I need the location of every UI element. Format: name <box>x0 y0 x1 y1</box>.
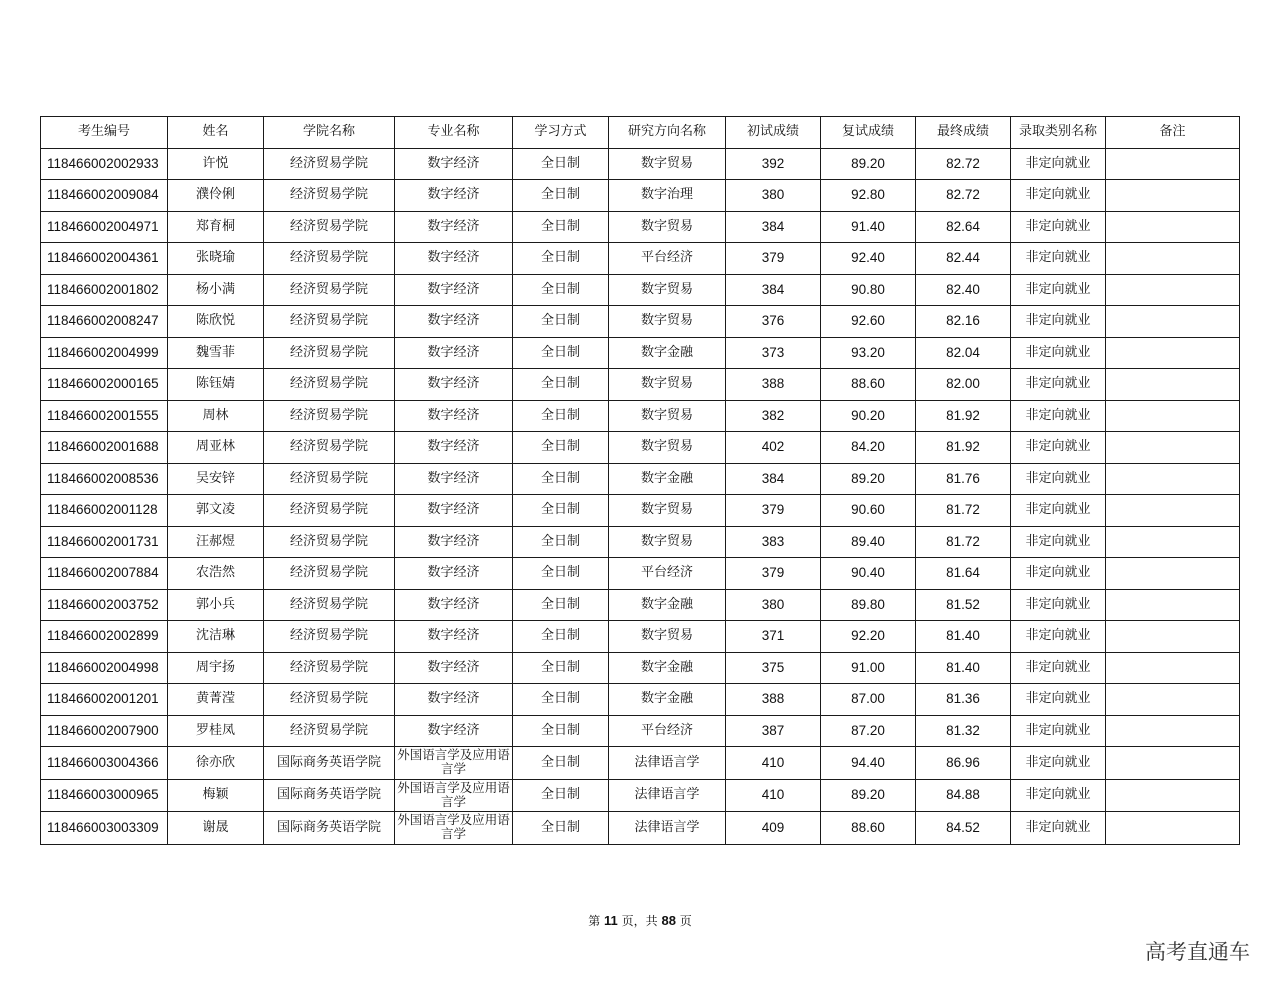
table-cell: 全日制 <box>513 747 609 780</box>
table-cell: 371 <box>726 621 821 653</box>
table-cell: 92.40 <box>821 243 916 275</box>
table-cell: 88.60 <box>821 812 916 845</box>
table-cell: 经济贸易学院 <box>264 684 395 716</box>
table-cell: 全日制 <box>513 180 609 212</box>
table-cell: 118466003000965 <box>41 779 168 812</box>
table-cell: 全日制 <box>513 337 609 369</box>
table-cell: 非定向就业 <box>1011 715 1106 747</box>
table-cell: 118466002000165 <box>41 369 168 401</box>
table-cell: 数字贸易 <box>609 495 726 527</box>
table-body <box>41 148 1240 844</box>
table-cell: 数字经济 <box>395 495 513 527</box>
table-cell: 杨小满 <box>168 274 264 306</box>
table-cell: 379 <box>726 243 821 275</box>
column-header: 专业名称 <box>395 117 513 149</box>
table-cell: 经济贸易学院 <box>264 432 395 464</box>
table-cell <box>1106 495 1240 527</box>
table-cell: 全日制 <box>513 243 609 275</box>
table-cell <box>1106 779 1240 812</box>
table-cell: 非定向就业 <box>1011 400 1106 432</box>
total-page-number: 88 <box>661 913 676 928</box>
table-cell: 非定向就业 <box>1011 243 1106 275</box>
table-cell: 全日制 <box>513 684 609 716</box>
table-cell: 402 <box>726 432 821 464</box>
table-row <box>41 621 1240 653</box>
table-cell: 非定向就业 <box>1011 558 1106 590</box>
table-cell: 全日制 <box>513 621 609 653</box>
table-cell: 90.60 <box>821 495 916 527</box>
table-cell: 经济贸易学院 <box>264 495 395 527</box>
table-cell: 81.92 <box>916 432 1011 464</box>
table-cell: 81.40 <box>916 621 1011 653</box>
table-cell: 数字经济 <box>395 369 513 401</box>
table-cell: 89.20 <box>821 779 916 812</box>
table-cell: 经济贸易学院 <box>264 652 395 684</box>
table-cell: 国际商务英语学院 <box>264 747 395 780</box>
table-cell: 380 <box>726 589 821 621</box>
table-cell <box>1106 652 1240 684</box>
column-header: 考生编号 <box>41 117 168 149</box>
table-cell: 非定向就业 <box>1011 812 1106 845</box>
table-cell: 非定向就业 <box>1011 369 1106 401</box>
table-cell: 82.40 <box>916 274 1011 306</box>
column-header: 最终成绩 <box>916 117 1011 149</box>
table-cell: 82.16 <box>916 306 1011 338</box>
column-header: 姓名 <box>168 117 264 149</box>
table-cell: 非定向就业 <box>1011 180 1106 212</box>
table-cell: 数字经济 <box>395 432 513 464</box>
table-cell: 数字金融 <box>609 337 726 369</box>
table-cell: 118466002001128 <box>41 495 168 527</box>
table-cell: 平台经济 <box>609 715 726 747</box>
table-cell: 数字贸易 <box>609 148 726 180</box>
table-cell: 数字经济 <box>395 621 513 653</box>
table-cell: 数字经济 <box>395 463 513 495</box>
table-row <box>41 400 1240 432</box>
table-cell: 沈洁琳 <box>168 621 264 653</box>
table-cell: 经济贸易学院 <box>264 306 395 338</box>
admission-table <box>40 116 1240 845</box>
table-cell: 384 <box>726 274 821 306</box>
table-cell: 全日制 <box>513 463 609 495</box>
table-cell: 118466002004999 <box>41 337 168 369</box>
table-cell: 全日制 <box>513 211 609 243</box>
column-header: 研究方向名称 <box>609 117 726 149</box>
table-cell: 非定向就业 <box>1011 747 1106 780</box>
table-cell: 魏雪菲 <box>168 337 264 369</box>
table-cell: 89.20 <box>821 463 916 495</box>
table-cell <box>1106 432 1240 464</box>
table-cell: 409 <box>726 812 821 845</box>
table-cell <box>1106 148 1240 180</box>
table-cell: 许悦 <box>168 148 264 180</box>
table-cell: 118466002001688 <box>41 432 168 464</box>
table-cell <box>1106 621 1240 653</box>
table-cell: 吴安锌 <box>168 463 264 495</box>
table-row <box>41 432 1240 464</box>
table-cell: 数字经济 <box>395 274 513 306</box>
table-cell: 数字贸易 <box>609 432 726 464</box>
table-cell: 全日制 <box>513 589 609 621</box>
table-cell: 非定向就业 <box>1011 337 1106 369</box>
column-header: 初试成绩 <box>726 117 821 149</box>
table-cell: 90.40 <box>821 558 916 590</box>
table-row <box>41 526 1240 558</box>
table-cell: 全日制 <box>513 148 609 180</box>
table-cell: 82.72 <box>916 180 1011 212</box>
table-cell: 90.80 <box>821 274 916 306</box>
table-cell: 数字经济 <box>395 558 513 590</box>
page-footer <box>0 912 1280 929</box>
table-cell: 外国语言学及应用语言学 <box>395 779 513 812</box>
table-cell: 经济贸易学院 <box>264 243 395 275</box>
table-cell: 农浩然 <box>168 558 264 590</box>
table-cell: 郭文凌 <box>168 495 264 527</box>
table-cell: 91.40 <box>821 211 916 243</box>
table-cell: 数字经济 <box>395 180 513 212</box>
table-row <box>41 463 1240 495</box>
table-cell: 黄菁滢 <box>168 684 264 716</box>
table-cell: 388 <box>726 684 821 716</box>
table-cell: 经济贸易学院 <box>264 180 395 212</box>
table-cell: 全日制 <box>513 495 609 527</box>
table-cell: 经济贸易学院 <box>264 463 395 495</box>
table-cell: 非定向就业 <box>1011 211 1106 243</box>
table-cell: 非定向就业 <box>1011 684 1106 716</box>
table-cell: 全日制 <box>513 306 609 338</box>
table-cell: 数字经济 <box>395 211 513 243</box>
table-row <box>41 812 1240 845</box>
table-cell: 非定向就业 <box>1011 779 1106 812</box>
table-cell <box>1106 180 1240 212</box>
table-cell: 数字金融 <box>609 463 726 495</box>
table-cell: 经济贸易学院 <box>264 369 395 401</box>
table-cell: 118466002002899 <box>41 621 168 653</box>
table-cell: 郑育桐 <box>168 211 264 243</box>
table-cell: 118466002007884 <box>41 558 168 590</box>
table-cell: 数字经济 <box>395 684 513 716</box>
table-cell: 经济贸易学院 <box>264 558 395 590</box>
table-cell: 陈钰婧 <box>168 369 264 401</box>
table-row <box>41 306 1240 338</box>
table-cell: 93.20 <box>821 337 916 369</box>
table-cell: 梅颖 <box>168 779 264 812</box>
table-cell <box>1106 463 1240 495</box>
table-cell: 382 <box>726 400 821 432</box>
table-cell: 经济贸易学院 <box>264 148 395 180</box>
table-cell: 濮伶俐 <box>168 180 264 212</box>
table-cell: 数字贸易 <box>609 526 726 558</box>
table-cell: 387 <box>726 715 821 747</box>
table-cell: 118466003003309 <box>41 812 168 845</box>
table-row <box>41 148 1240 180</box>
table-cell: 全日制 <box>513 779 609 812</box>
table-cell: 82.04 <box>916 337 1011 369</box>
table-cell: 郭小兵 <box>168 589 264 621</box>
table-cell <box>1106 715 1240 747</box>
table-cell: 全日制 <box>513 369 609 401</box>
column-header: 录取类别名称 <box>1011 117 1106 149</box>
table-cell: 118466002002933 <box>41 148 168 180</box>
table-cell: 89.40 <box>821 526 916 558</box>
table-cell: 国际商务英语学院 <box>264 779 395 812</box>
table-cell: 汪郝煜 <box>168 526 264 558</box>
table-cell: 82.72 <box>916 148 1011 180</box>
table-cell: 非定向就业 <box>1011 589 1106 621</box>
table-cell: 全日制 <box>513 715 609 747</box>
table-cell: 384 <box>726 211 821 243</box>
table-cell: 380 <box>726 180 821 212</box>
table-cell: 379 <box>726 558 821 590</box>
table-row <box>41 747 1240 780</box>
table-row <box>41 715 1240 747</box>
table-cell: 92.60 <box>821 306 916 338</box>
table-cell: 全日制 <box>513 558 609 590</box>
table-cell: 全日制 <box>513 400 609 432</box>
table-cell: 383 <box>726 526 821 558</box>
footer-prefix: 第 <box>588 914 601 928</box>
table-cell: 118466002008536 <box>41 463 168 495</box>
table-row <box>41 274 1240 306</box>
table-cell: 数字经济 <box>395 526 513 558</box>
table-cell: 118466002001802 <box>41 274 168 306</box>
table-cell: 90.20 <box>821 400 916 432</box>
table-cell: 数字贸易 <box>609 369 726 401</box>
table-row <box>41 495 1240 527</box>
table-cell: 118466002001201 <box>41 684 168 716</box>
table-cell: 392 <box>726 148 821 180</box>
table-cell: 非定向就业 <box>1011 495 1106 527</box>
table-cell: 法律语言学 <box>609 812 726 845</box>
table-row <box>41 180 1240 212</box>
table-cell: 410 <box>726 779 821 812</box>
table-cell: 陈欣悦 <box>168 306 264 338</box>
column-header: 学习方式 <box>513 117 609 149</box>
footer-middle: 页，共 <box>621 914 658 928</box>
table-cell: 92.20 <box>821 621 916 653</box>
table-cell: 平台经济 <box>609 558 726 590</box>
table-cell: 数字治理 <box>609 180 726 212</box>
table-cell: 数字贸易 <box>609 621 726 653</box>
table-cell <box>1106 558 1240 590</box>
table-cell <box>1106 747 1240 780</box>
table-cell: 数字贸易 <box>609 400 726 432</box>
table-cell: 82.00 <box>916 369 1011 401</box>
table-cell: 经济贸易学院 <box>264 621 395 653</box>
footer-suffix: 页 <box>679 914 692 928</box>
table-cell: 法律语言学 <box>609 747 726 780</box>
table-cell: 周亚林 <box>168 432 264 464</box>
table-cell: 388 <box>726 369 821 401</box>
table-cell: 86.96 <box>916 747 1011 780</box>
table-cell: 数字经济 <box>395 148 513 180</box>
table-cell: 全日制 <box>513 274 609 306</box>
table-cell: 88.60 <box>821 369 916 401</box>
table-cell: 数字贸易 <box>609 274 726 306</box>
table-cell: 118466002003752 <box>41 589 168 621</box>
column-header: 备注 <box>1106 117 1240 149</box>
table-cell: 379 <box>726 495 821 527</box>
table-cell: 数字贸易 <box>609 306 726 338</box>
column-header: 复试成绩 <box>821 117 916 149</box>
table-cell: 384 <box>726 463 821 495</box>
table-cell: 81.72 <box>916 495 1011 527</box>
table-cell: 周林 <box>168 400 264 432</box>
table-cell: 非定向就业 <box>1011 306 1106 338</box>
table-cell: 经济贸易学院 <box>264 589 395 621</box>
table-cell: 84.88 <box>916 779 1011 812</box>
table-cell: 375 <box>726 652 821 684</box>
table-cell: 罗桂凤 <box>168 715 264 747</box>
table-cell <box>1106 306 1240 338</box>
table-cell <box>1106 274 1240 306</box>
table-cell: 118466002007900 <box>41 715 168 747</box>
table-cell: 经济贸易学院 <box>264 715 395 747</box>
table-row <box>41 211 1240 243</box>
table-cell: 国际商务英语学院 <box>264 812 395 845</box>
table-cell: 84.52 <box>916 812 1011 845</box>
table-cell: 非定向就业 <box>1011 432 1106 464</box>
table-cell: 非定向就业 <box>1011 526 1106 558</box>
table-cell: 91.00 <box>821 652 916 684</box>
table-row <box>41 243 1240 275</box>
table-cell: 数字经济 <box>395 306 513 338</box>
table-cell: 81.76 <box>916 463 1011 495</box>
table-cell: 82.44 <box>916 243 1011 275</box>
table-cell: 外国语言学及应用语言学 <box>395 747 513 780</box>
table-cell: 87.00 <box>821 684 916 716</box>
table-cell: 经济贸易学院 <box>264 526 395 558</box>
table-cell: 数字金融 <box>609 652 726 684</box>
table-cell: 全日制 <box>513 652 609 684</box>
table-cell: 全日制 <box>513 812 609 845</box>
table-header-row <box>41 117 1240 149</box>
table-cell: 94.40 <box>821 747 916 780</box>
table-cell: 89.80 <box>821 589 916 621</box>
table-cell: 数字金融 <box>609 684 726 716</box>
table-cell: 81.36 <box>916 684 1011 716</box>
table-row <box>41 337 1240 369</box>
table-cell: 81.40 <box>916 652 1011 684</box>
table-cell <box>1106 684 1240 716</box>
table-cell <box>1106 243 1240 275</box>
table-cell: 118466002001555 <box>41 400 168 432</box>
table-cell: 数字经济 <box>395 589 513 621</box>
table-cell: 非定向就业 <box>1011 274 1106 306</box>
table-cell: 经济贸易学院 <box>264 274 395 306</box>
table-cell: 92.80 <box>821 180 916 212</box>
table-cell: 非定向就业 <box>1011 148 1106 180</box>
table-cell <box>1106 400 1240 432</box>
table-cell: 非定向就业 <box>1011 652 1106 684</box>
table-cell: 经济贸易学院 <box>264 211 395 243</box>
table-cell: 118466002004361 <box>41 243 168 275</box>
table-cell <box>1106 526 1240 558</box>
table-cell <box>1106 211 1240 243</box>
table-cell <box>1106 589 1240 621</box>
table-cell: 81.92 <box>916 400 1011 432</box>
table-cell: 张晓瑜 <box>168 243 264 275</box>
table-cell: 数字经济 <box>395 337 513 369</box>
table-cell <box>1106 812 1240 845</box>
table-cell: 118466002009084 <box>41 180 168 212</box>
table-row <box>41 589 1240 621</box>
table-cell: 经济贸易学院 <box>264 337 395 369</box>
table-cell: 非定向就业 <box>1011 621 1106 653</box>
table-cell: 410 <box>726 747 821 780</box>
table-cell: 118466002008247 <box>41 306 168 338</box>
table-cell: 法律语言学 <box>609 779 726 812</box>
table-row <box>41 369 1240 401</box>
table-cell: 外国语言学及应用语言学 <box>395 812 513 845</box>
current-page-number: 11 <box>604 913 618 928</box>
table-cell: 全日制 <box>513 432 609 464</box>
table-cell: 118466002004998 <box>41 652 168 684</box>
watermark-text: 高考直通车 <box>1145 940 1250 964</box>
table-cell: 84.20 <box>821 432 916 464</box>
table-cell: 徐亦欣 <box>168 747 264 780</box>
table-row <box>41 684 1240 716</box>
table-cell: 周宇扬 <box>168 652 264 684</box>
table-cell: 数字经济 <box>395 243 513 275</box>
table-cell: 81.64 <box>916 558 1011 590</box>
table-cell: 373 <box>726 337 821 369</box>
table-cell: 81.72 <box>916 526 1011 558</box>
table-cell: 数字经济 <box>395 715 513 747</box>
table-cell: 82.64 <box>916 211 1011 243</box>
table-row <box>41 779 1240 812</box>
table-cell: 非定向就业 <box>1011 463 1106 495</box>
table-cell: 118466002004971 <box>41 211 168 243</box>
table-cell: 376 <box>726 306 821 338</box>
table-cell <box>1106 369 1240 401</box>
table-cell: 数字经济 <box>395 400 513 432</box>
table-cell: 118466003004366 <box>41 747 168 780</box>
table-cell: 经济贸易学院 <box>264 400 395 432</box>
table-cell: 平台经济 <box>609 243 726 275</box>
table-cell: 81.52 <box>916 589 1011 621</box>
table-cell: 数字金融 <box>609 589 726 621</box>
column-header: 学院名称 <box>264 117 395 149</box>
table-cell: 数字经济 <box>395 652 513 684</box>
table-cell: 全日制 <box>513 526 609 558</box>
table-cell <box>1106 337 1240 369</box>
table-cell: 81.32 <box>916 715 1011 747</box>
table-cell: 谢晟 <box>168 812 264 845</box>
table-cell: 87.20 <box>821 715 916 747</box>
table-row <box>41 558 1240 590</box>
table-cell: 118466002001731 <box>41 526 168 558</box>
table-cell: 89.20 <box>821 148 916 180</box>
table-row <box>41 652 1240 684</box>
table-cell: 数字贸易 <box>609 211 726 243</box>
